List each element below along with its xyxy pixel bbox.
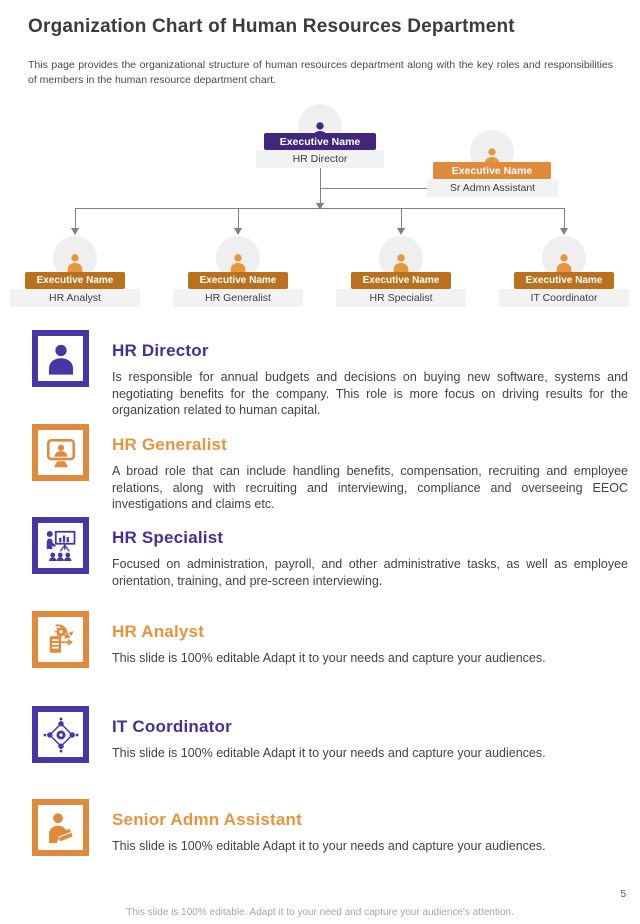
connector-arrow	[397, 228, 405, 235]
section-body: A broad role that can include handling benefits, compensation, recruiting and employee relations, along with recruiting and interviewing, compliance and overseeing EEOC investigations and claims etc.	[112, 464, 628, 511]
presentation-icon	[32, 517, 89, 574]
org-chart	[0, 100, 640, 312]
person-icon	[64, 252, 86, 274]
role-label-hr-specialist: HR Specialist	[336, 289, 466, 307]
executive-name-badge: Executive Name	[433, 162, 551, 179]
section-senior-admn-assistant	[32, 799, 628, 855]
monitor-person-icon	[32, 424, 89, 481]
section-heading: IT Coordinator	[112, 717, 232, 736]
connector-line	[401, 209, 402, 229]
role-label-it-coordinator: IT Coordinator	[499, 289, 629, 307]
connector-line	[75, 209, 76, 229]
section-heading: HR Analyst	[112, 622, 205, 641]
executive-name-badge: Executive Name	[514, 272, 614, 289]
laptop-person-icon	[32, 799, 89, 856]
section-it-coordinator	[32, 706, 628, 762]
section-body: Focused on administration, payroll, and other administrative tasks, as well as employee orientation, training, and pre-screen interviewing.	[112, 557, 628, 588]
connector-arrow	[560, 228, 568, 235]
section-heading: Senior Admn Assistant	[112, 810, 302, 829]
section-heading: HR Specialist	[112, 528, 224, 547]
executive-name-badge: Executive Name	[264, 133, 376, 150]
person-icon	[227, 252, 249, 274]
section-hr-director	[32, 330, 628, 419]
section-heading: HR Director	[112, 341, 209, 360]
executive-name-badge: Executive Name	[188, 272, 288, 289]
person-icon	[32, 330, 89, 387]
section-body: This slide is 100% editable Adapt it to your needs and capture your audiences.	[112, 746, 546, 760]
person-icon	[390, 252, 412, 274]
section-body: This slide is 100% editable Adapt it to your needs and capture your audiences.	[112, 839, 546, 853]
connector-arrow	[234, 228, 242, 235]
section-heading: HR Generalist	[112, 435, 228, 454]
section-hr-specialist	[32, 517, 628, 589]
role-label-hr-analyst: HR Analyst	[10, 289, 140, 307]
connector-arrow	[316, 203, 324, 210]
executive-name-badge: Executive Name	[25, 272, 125, 289]
section-hr-generalist	[32, 424, 628, 513]
section-hr-analyst	[32, 611, 628, 667]
footer-note: This slide is 100% editable. Adapt it to your need and capture your audience's attention.	[126, 907, 514, 918]
role-label-hr-generalist: HR Generalist	[173, 289, 303, 307]
connector-line	[320, 168, 321, 204]
section-body: Is responsible for annual budgets and decisions on buying new software, systems and negotiating benefits for the company. This role is more focus on driving results for the organization related to human capital.	[112, 370, 628, 417]
process-document-icon	[32, 611, 89, 668]
executive-name-badge: Executive Name	[351, 272, 451, 289]
connector-line	[320, 188, 427, 189]
role-label-sr-admn-assistant: Sr Admn Assistant	[427, 179, 558, 197]
page-number: 5	[620, 889, 626, 900]
page-description: This page provides the organizational structure of human resources department along with the key roles and responsibilities of members in the human resource department chart.	[28, 59, 613, 86]
connector-line	[238, 209, 239, 229]
section-body: This slide is 100% editable Adapt it to your needs and capture your audiences.	[112, 651, 546, 665]
role-label-hr-director: HR Director	[256, 150, 384, 168]
connector-arrow	[71, 228, 79, 235]
connector-line	[564, 209, 565, 229]
person-icon	[553, 252, 575, 274]
page-title: Organization Chart of Human Resources Department	[28, 16, 515, 37]
network-hub-icon	[32, 706, 89, 763]
